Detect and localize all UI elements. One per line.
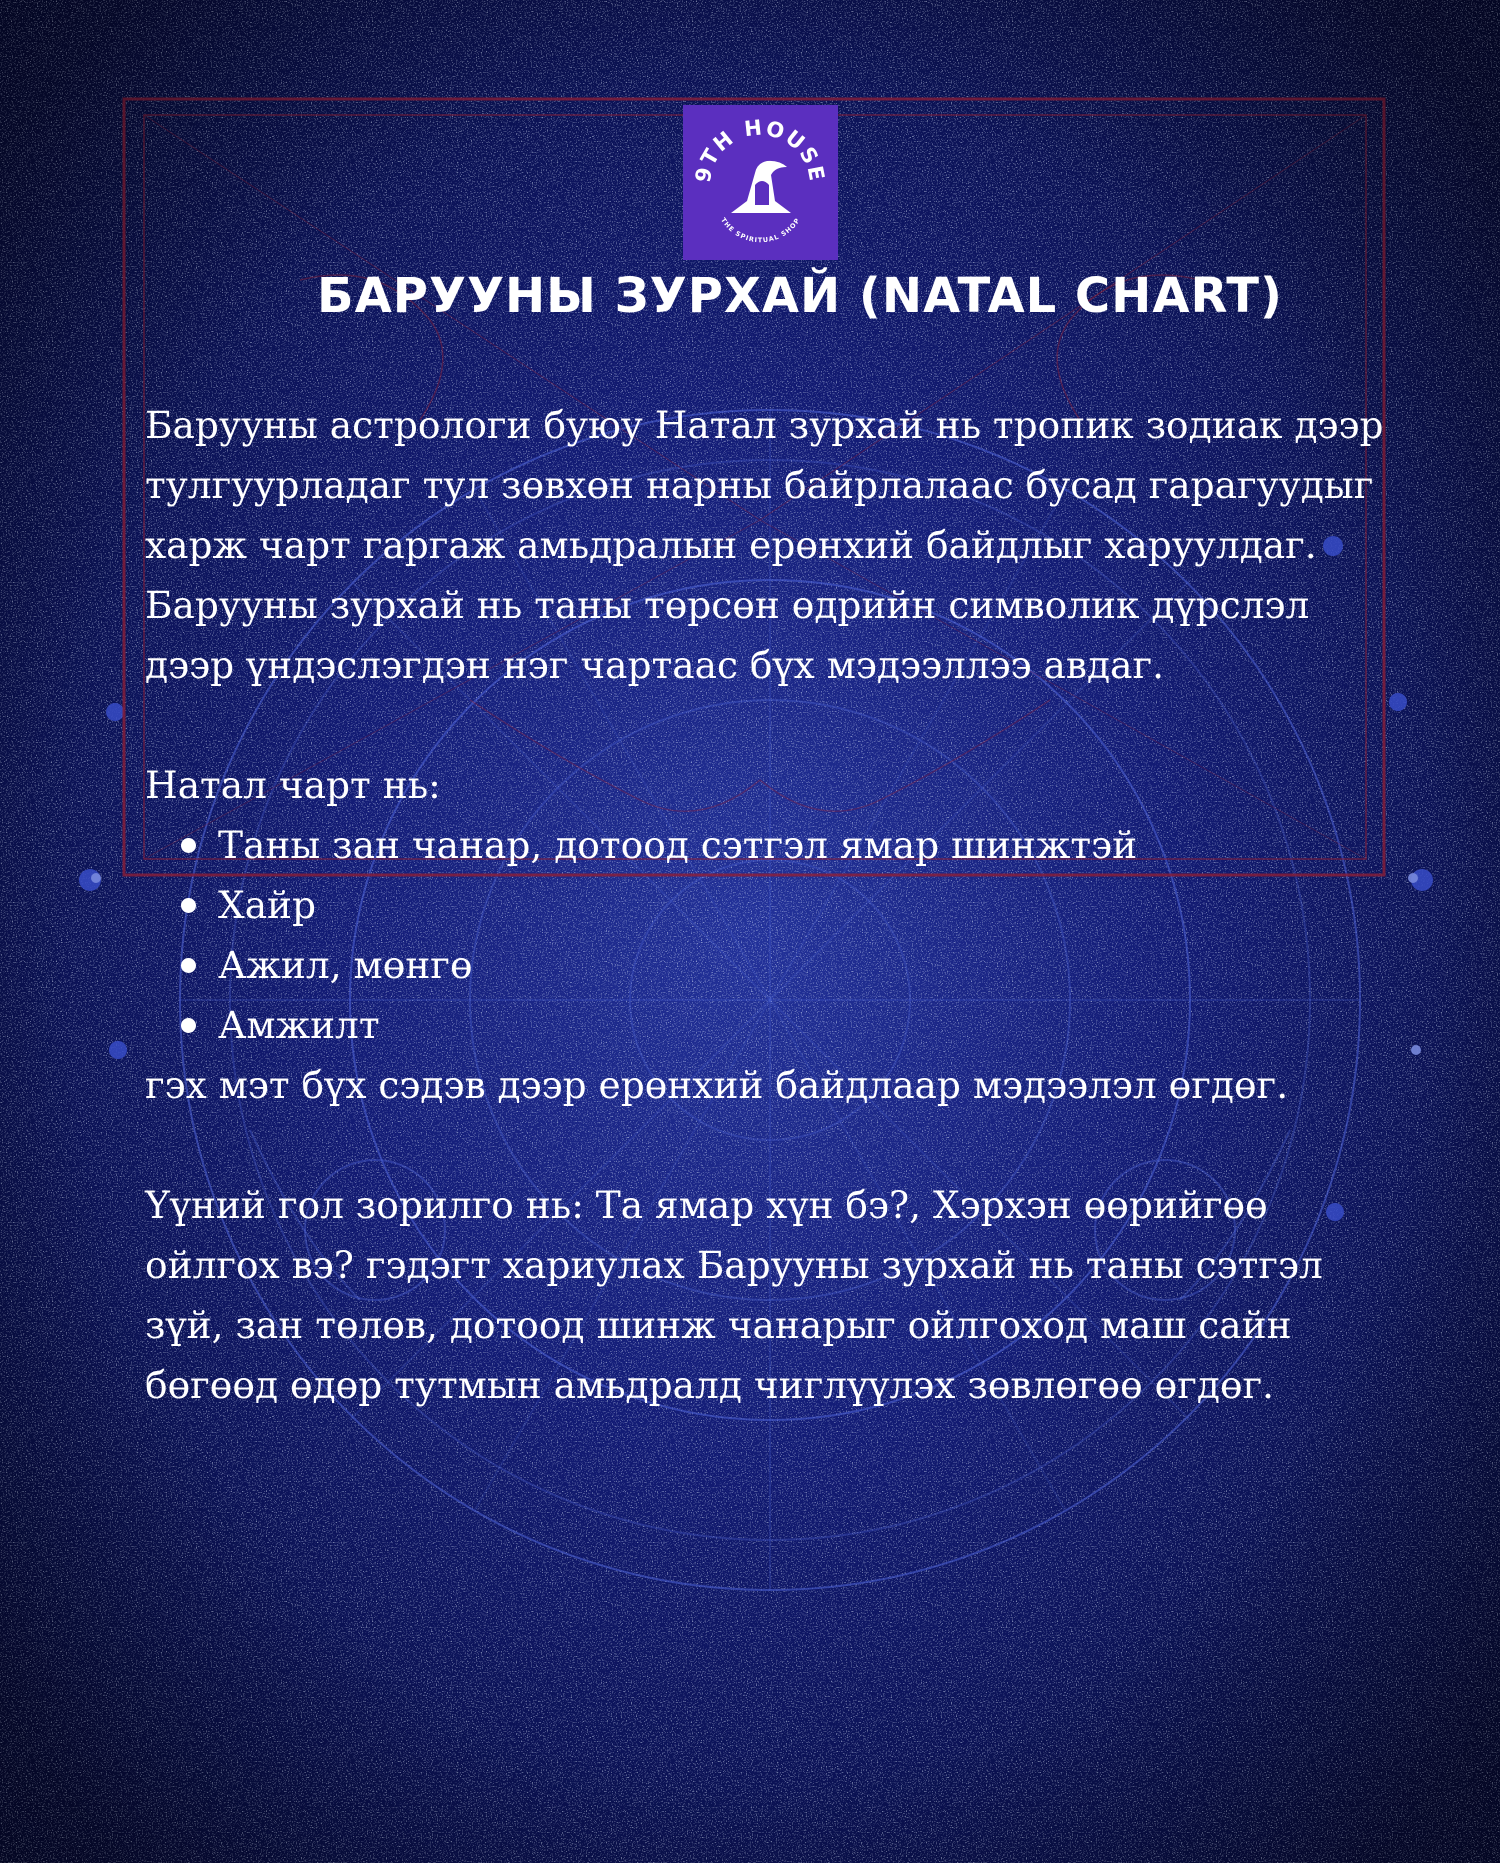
list-item-text: Таны зан чанар, дотоод сэтгэл ямар шинжтэй bbox=[218, 823, 1138, 867]
bullet-icon bbox=[181, 898, 196, 913]
feature-list bbox=[145, 815, 1385, 1055]
list-footer: гэх мэт бүх сэдэв дээр ерөнхий байдлаар мэдээлэл өгдөг. bbox=[145, 1063, 1289, 1107]
svg-text:THE SPIRITUAL SHOP bbox=[719, 216, 802, 244]
list-item-text: Ажил, мөнгө bbox=[218, 943, 473, 987]
logo-arc-text: 9TH HOUSE bbox=[690, 115, 830, 185]
list-item-text: Хайр bbox=[218, 883, 317, 927]
intro-paragraph: Барууны астрологи буюу Натал зурхай нь тропик зодиак дээр тулгуурладаг тул зөвхөн нарны байрлалаас бусад гарагуудыг харж чарт гаргаж амьдралын ерөнхий байдлыг харуулдаг. Барууны зурхай нь таны төрсөн өдрийн символик дүрслэл дээр үндэслэгдэн нэг чартаас бүх мэдээллээ авдаг. bbox=[145, 403, 1384, 687]
brand-logo bbox=[683, 105, 838, 260]
list-item-text: Амжилт bbox=[218, 1003, 380, 1047]
list-heading: Натал чарт нь: bbox=[145, 763, 441, 807]
list-item bbox=[145, 875, 1385, 935]
purpose-paragraph: Үүний гол зорилго нь: Та ямар хүн бэ?, Хэрхэн өөрийгөө ойлгох вэ? гэдэгт хариулах Барууны зурхай нь таны сэтгэл зүй, зан төлөв, дотоод шинж чанарыг ойлгоход маш сайн бөгөөд өдөр тутмын амьдралд чиглүүлэх зөвлөгөө өгдөг. bbox=[145, 1183, 1323, 1407]
main-content bbox=[145, 395, 1385, 1415]
list-item bbox=[145, 815, 1385, 875]
bullet-icon bbox=[181, 838, 196, 853]
logo-sub-text: THE SPIRITUAL SHOP bbox=[719, 216, 802, 245]
list-item bbox=[145, 995, 1385, 1055]
bullet-icon bbox=[181, 958, 196, 973]
witch-hat-house-icon bbox=[731, 161, 791, 213]
list-item bbox=[145, 935, 1385, 995]
page-title: БАРУУНЫ ЗУРХАЙ (NATAL CHART) bbox=[317, 268, 1283, 324]
bullet-icon bbox=[181, 1018, 196, 1033]
